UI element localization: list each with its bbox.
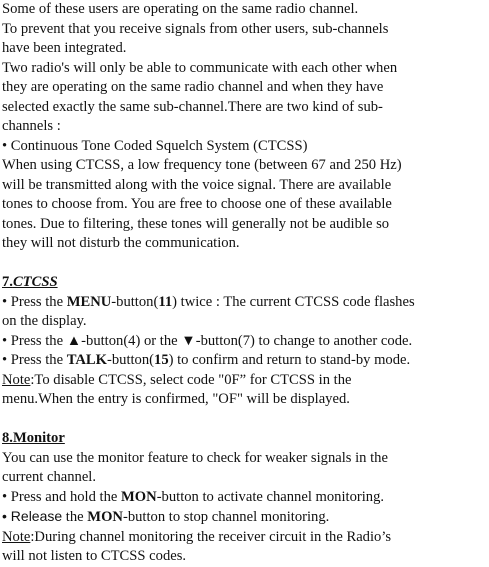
- monitor-line-2: current channel.: [2, 469, 96, 485]
- monitor-line-1: You can use the monitor feature to check for weaker signals in the: [2, 449, 388, 466]
- intro-line-1: Some of these users are operating on the same radio channel.: [2, 1, 359, 17]
- monitor-bullet-hold: • Press and hold the MON-button to activate channel monitoring.: [2, 488, 385, 505]
- monitor-note-cont: will not listen to CTCSS codes.: [2, 548, 187, 564]
- intro-line-12: tones. Due to filtering, these tones will generally not be audible so: [2, 215, 390, 232]
- intro-line-13: they will not disturb the communication.: [2, 235, 240, 251]
- ctcss-bullet-talk: • Press the TALK-button(15) to confirm and return to stand-by mode.: [2, 352, 411, 368]
- intro-line-4: Two radio's will only be able to communicate with each other when: [2, 59, 398, 76]
- monitor-bullet-release: • Release the MON-button to stop channel monitoring.: [2, 508, 330, 525]
- ctcss-note-cont: menu.When the entry is confirmed, "OF" will be displayed.: [2, 391, 350, 407]
- intro-bullet-ctcss: • Continuous Tone Coded Squelch System (CTCSS): [2, 137, 308, 154]
- monitor-note: Note:During channel monitoring the receiver circuit in the Radio’s: [2, 528, 392, 545]
- intro-line-7: channels :: [2, 118, 61, 134]
- intro-line-9: When using CTCSS, a low frequency tone (between 67 and 250 Hz): [2, 157, 402, 173]
- intro-line-5: they are operating on the same radio channel and when they have: [2, 79, 384, 95]
- ctcss-bullet-menu-cont: on the display.: [2, 313, 87, 329]
- intro-line-3: have been integrated.: [2, 40, 127, 56]
- ctcss-bullet-updown: • Press the ▲-button(4) or the ▼-button(7) to change to another code.: [2, 332, 413, 349]
- ctcss-bullet-menu: • Press the MENU-button(11) twice : The current CTCSS code flashes: [2, 293, 415, 310]
- monitor-heading: 8.Monitor: [2, 430, 65, 446]
- up-triangle-icon: ▲: [66, 332, 82, 349]
- ctcss-heading: 7.CTCSS: [2, 274, 58, 290]
- down-triangle-icon: ▼: [181, 332, 196, 349]
- intro-line-2: To prevent that you receive signals from other users, sub-channels: [2, 20, 389, 37]
- intro-line-6: selected exactly the same sub-channel.There are two kind of sub-: [2, 98, 383, 115]
- intro-line-11: tones to choose from. You are free to choose one of these available: [2, 196, 392, 212]
- ctcss-note: Note:To disable CTCSS, select code "0F” for CTCSS in the: [2, 371, 352, 388]
- intro-line-10: will be transmitted along with the voice signal. There are available: [2, 176, 392, 193]
